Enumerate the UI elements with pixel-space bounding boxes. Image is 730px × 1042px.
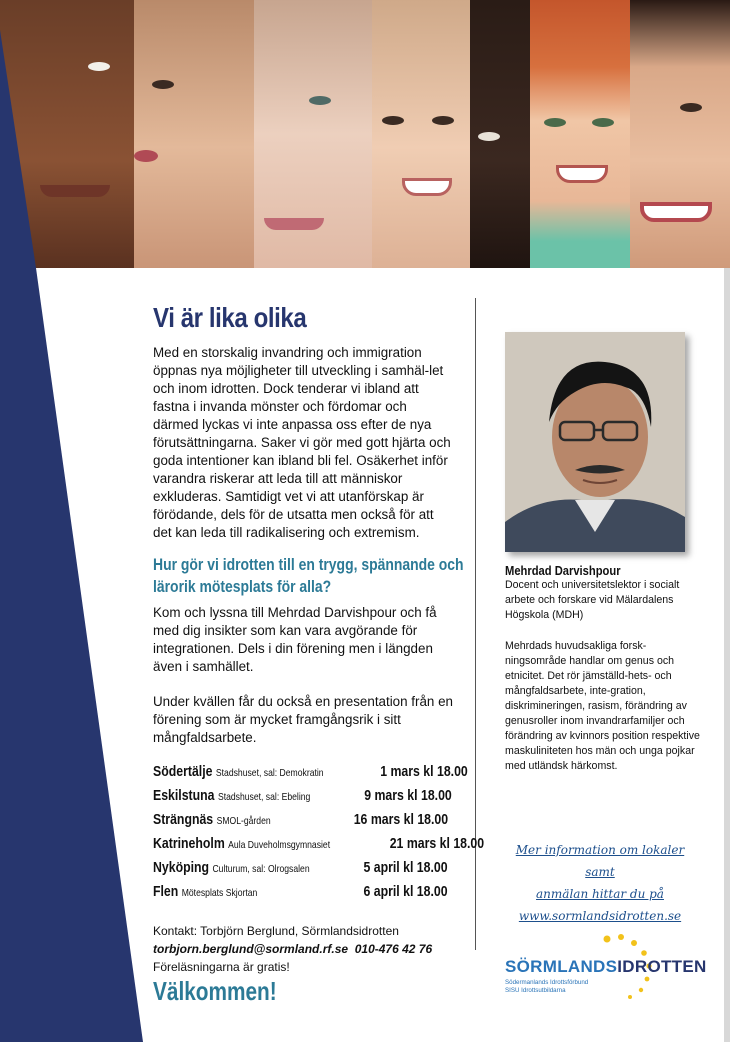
contact-email-link[interactable]: torbjorn.berglund@sormland.rf.se — [153, 942, 349, 956]
contact-block — [153, 922, 432, 976]
contact-phone: 010-476 42 76 — [354, 942, 433, 956]
face-photo-6 — [530, 0, 630, 268]
face-photo-4 — [372, 0, 470, 268]
free-admission-note: Föreläsningarna är gratis! — [153, 960, 290, 974]
panel-edge — [724, 268, 730, 1042]
speaker-title: Docent och universitetslektor i socialt arbete och forskare vid Mälardalens Högskola (MDH) — [505, 579, 680, 621]
schedule-venue: Mötesplats Skjortan — [181, 887, 258, 899]
schedule-row — [153, 883, 448, 907]
speaker-invite-paragraph: Kom och lyssna till Mehrdad Darvishpour och få med dig insikter som kan vara avgörande för integrationen. Dels i din förening men i längden även i samhället. — [153, 605, 437, 674]
schedule-city: Södertälje — [153, 763, 213, 780]
schedule-date: 1 mars kl 18.00 — [380, 763, 468, 780]
sormlandsidrotten-logo — [505, 933, 705, 1013]
schedule-venue: Aula Duveholmsgymnasiet — [228, 839, 331, 851]
schedule-city: Flen — [153, 883, 179, 900]
logo-text-sormlands: SÖRMLANDS — [505, 957, 618, 976]
logo-subtitle-2: SISU Idrottsutbildarna — [505, 987, 566, 994]
schedule-row — [153, 811, 448, 835]
schedule-row — [153, 835, 485, 859]
schedule-date: 6 april kl 18.00 — [363, 883, 448, 900]
schedule-date: 21 mars kl 18.00 — [389, 835, 485, 852]
logo-subtitle-1: Södermanlands Idrottsförbund — [505, 979, 589, 986]
speaker-name: Mehrdad Darvishpour — [505, 563, 621, 578]
face-photo-3 — [254, 0, 372, 268]
schedule-venue: SMOL-gården — [216, 815, 271, 827]
more-info-block — [500, 839, 700, 927]
schedule-city: Katrineholm — [153, 835, 225, 852]
column-divider — [475, 298, 476, 950]
more-info-line-1: Mer information om lokaler samt — [515, 843, 685, 879]
schedule-venue: Culturum, sal: Olrogsalen — [212, 863, 310, 875]
schedule-row — [153, 763, 468, 787]
subheading: Hur gör vi idrotten till en trygg, spännande och lärorik mötesplats för alla? — [153, 555, 464, 596]
welcome-heading: Välkommen! — [153, 976, 277, 1006]
face-photo-5 — [470, 0, 530, 268]
presentation-paragraph: Under kvällen får du också en presentation från en förening som är mycket framgångsrik i sitt mångfaldsarbete. — [153, 694, 453, 745]
schedule-city: Strängnäs — [153, 811, 214, 828]
intro-paragraph: Med en storskalig invandring och immigration öppnas nya möjligheter till utveckling i samhäl-let och inom idrotten. Dock tenderar vi ibland att fastna i invanda mönster och fördomar och därmed lyckas vi inte anpassa oss efter de nya förutsättningarna. Saker vi gör med gott hjärta och goda intentioner kan ibland bli fel. Osäkerhet inför varandra riskerar att leda till att människor exkluderas. Samtidigt vet vi att utanförskap är förödande, dels för de utsatta men också för att det kan leda till radikalisering och extremism. — [153, 345, 451, 540]
speaker-portrait — [505, 332, 685, 552]
contact-person: Kontakt: Torbjörn Berglund, Sörmlandsidrotten — [153, 924, 399, 938]
schedule-date: 9 mars kl 18.00 — [364, 787, 452, 804]
logo-text-idrotten: IDROTTEN — [617, 957, 707, 976]
website-link[interactable]: www.sormlandsidrotten.se — [518, 909, 682, 923]
page-title: Vi är lika olika — [153, 302, 307, 333]
schedule-city: Nyköping — [153, 859, 210, 876]
face-photo-7 — [630, 0, 730, 268]
schedule-date: 5 april kl 18.00 — [363, 859, 448, 876]
more-info-line-2: anmälan hittar du på — [536, 887, 664, 901]
speaker-bio: Mehrdads huvudsakliga forsk-ningsområde handlar om genus och etnicitet. Det rör jämställd-hets- och mångfaldsarbete, inte-gration, diskrimineringen, rasism, förändring av genusroller inom invandrarfamiljer och förändring av kvinnors position respektive maskuliniteten hos män och unga pojkar med utländsk härkomst. — [505, 640, 700, 772]
schedule-venue: Stadshuset, sal: Demokratin — [215, 767, 324, 779]
schedule-row — [153, 859, 448, 883]
schedule-city: Eskilstuna — [153, 787, 215, 804]
schedule-list — [153, 763, 485, 907]
schedule-venue: Stadshuset, sal: Ebeling — [217, 791, 311, 803]
schedule-row — [153, 787, 452, 811]
schedule-date: 16 mars kl 18.00 — [353, 811, 448, 828]
